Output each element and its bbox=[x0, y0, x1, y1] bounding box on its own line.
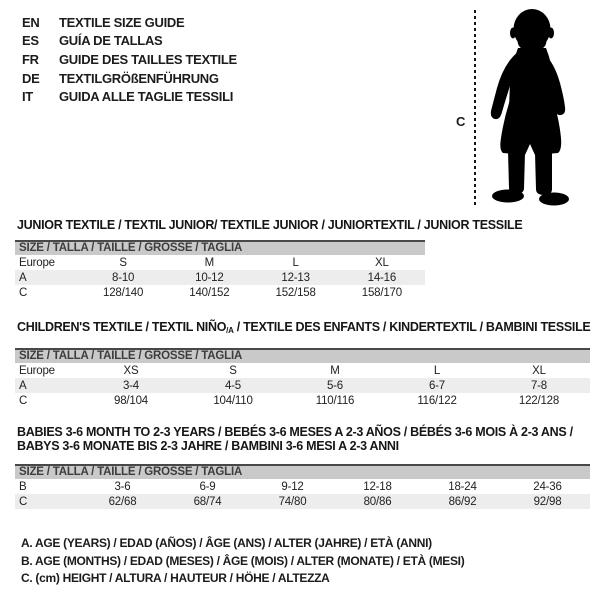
language-title: TEXTILGRÖßENFÜHRUNG bbox=[59, 70, 219, 86]
childrens-size-table bbox=[15, 363, 590, 408]
language-header bbox=[22, 13, 237, 106]
size-value-cell: 158/170 bbox=[361, 286, 402, 299]
row-label-cell: C bbox=[15, 494, 80, 509]
size-value-cell: 4-5 bbox=[182, 378, 284, 393]
babies-size-table bbox=[15, 479, 590, 509]
language-code: ES bbox=[22, 33, 39, 49]
row-label-cell: B bbox=[19, 480, 27, 493]
language-row bbox=[22, 13, 237, 32]
table-row bbox=[15, 255, 425, 270]
size-value-cell: 8-10 bbox=[80, 270, 166, 285]
size-value-cell: 116/122 bbox=[417, 394, 457, 407]
size-value-cell: 5-6 bbox=[284, 378, 386, 393]
legend-line-a: A. AGE (YEARS) / EDAD (AÑOS) / ÂGE (ANS) / ALTER (JAHRE) / ETÀ (ANNI) bbox=[21, 536, 432, 550]
language-code: EN bbox=[22, 14, 40, 30]
language-title: GUIDA ALLE TAGLIE TESSILI bbox=[59, 89, 234, 105]
size-bar: SIZE / TALLA / TAILLE / GRÖSSE / TAGLIA bbox=[15, 348, 590, 363]
size-value-cell: 3-6 bbox=[114, 480, 131, 493]
table-row bbox=[15, 393, 590, 408]
language-row bbox=[22, 32, 237, 51]
row-label-cell: C bbox=[19, 286, 28, 299]
language-row bbox=[22, 50, 237, 69]
size-value-cell: 122/128 bbox=[518, 394, 560, 407]
size-value-cell: XL bbox=[532, 364, 546, 377]
language-title: GUIDE DES TAILLES TEXTILE bbox=[59, 51, 237, 67]
table-row bbox=[15, 479, 590, 494]
size-value-cell: XS bbox=[123, 364, 139, 377]
size-value-cell: L bbox=[292, 256, 299, 269]
size-value-cell: 92/98 bbox=[505, 494, 590, 509]
legend-line-c: C. (cm) HEIGHT / ALTURA / HAUTEUR / HÖHE / ALTEZZA bbox=[21, 571, 330, 585]
table-row bbox=[15, 378, 590, 393]
section-childrens-textile bbox=[15, 320, 590, 408]
title-part: CHILDREN'S TEXTILE / TEXTIL NIÑO bbox=[17, 320, 227, 334]
table-row bbox=[15, 285, 425, 300]
measurement-figure bbox=[449, 8, 574, 213]
height-label-c: C bbox=[456, 114, 466, 129]
size-value-cell: M bbox=[204, 256, 215, 269]
section-title: JUNIOR TEXTILE / TEXTIL JUNIOR/ TEXTILE JUNIOR / JUNIORTEXTIL / JUNIOR TESSILE bbox=[17, 218, 523, 232]
size-bar: SIZE / TALLA / TAILLE / GRÖSSE / TAGLIA bbox=[15, 464, 590, 479]
section-title bbox=[15, 425, 590, 453]
table-row bbox=[15, 363, 590, 378]
size-value-cell: 140/152 bbox=[189, 286, 230, 299]
size-value-cell: 7-8 bbox=[488, 378, 590, 393]
legend-line-b: B. AGE (MONTHS) / EDAD (MESES) / ÂGE (MOIS) / ALTER (MONATE) / ETÀ (MESI) bbox=[21, 553, 465, 568]
size-value-cell: 6-7 bbox=[386, 378, 488, 393]
size-value-cell: 3-4 bbox=[80, 378, 182, 393]
size-value-cell: 74/80 bbox=[250, 494, 335, 509]
language-code: IT bbox=[22, 89, 33, 105]
language-row bbox=[22, 87, 237, 106]
size-value-cell: L bbox=[433, 364, 441, 377]
height-dashed-line bbox=[474, 10, 476, 207]
size-value-cell: 80/86 bbox=[335, 494, 420, 509]
table-row bbox=[15, 270, 425, 285]
size-value-cell: XL bbox=[375, 256, 389, 269]
size-value-cell: 152/158 bbox=[275, 286, 316, 299]
title-part: / TEXTILE DES ENFANTS / KINDERTEXTIL / BAMBINI TESSILE bbox=[233, 320, 591, 334]
language-title: TEXTILE SIZE GUIDE bbox=[59, 14, 185, 30]
size-bar: SIZE / TALLA / TAILLE / GRÖSSE / TAGLIA bbox=[15, 240, 425, 255]
size-value-cell: 98/104 bbox=[114, 394, 148, 407]
size-value-cell: 6-9 bbox=[199, 480, 216, 493]
size-value-cell: 12-13 bbox=[253, 270, 339, 285]
baby-silhouette-shape bbox=[491, 9, 569, 206]
language-row bbox=[22, 69, 237, 88]
legend bbox=[21, 535, 464, 588]
section-title bbox=[15, 320, 590, 338]
size-value-cell: 9-12 bbox=[281, 480, 304, 493]
size-value-cell: 86/92 bbox=[420, 494, 505, 509]
junior-size-table bbox=[15, 255, 425, 300]
section-junior-textile bbox=[15, 218, 523, 300]
size-value-cell: 128/140 bbox=[103, 286, 144, 299]
size-value-cell: S bbox=[119, 256, 127, 269]
row-label-cell: A bbox=[15, 270, 80, 285]
size-value-cell: 12-18 bbox=[363, 480, 392, 493]
title-line-2: BABYS 3-6 MONATE BIS 2-3 JAHRE / BAMBINI 3-6 MESI A 2-3 ANNI bbox=[17, 439, 399, 453]
size-value-cell: M bbox=[330, 364, 340, 377]
size-value-cell: 104/110 bbox=[213, 394, 253, 407]
language-title: GUÍA DE TALLAS bbox=[59, 33, 163, 49]
section-babies-textile bbox=[15, 425, 590, 509]
size-value-cell: S bbox=[229, 364, 237, 377]
size-value-cell: 62/68 bbox=[80, 494, 165, 509]
size-value-cell: 110/116 bbox=[315, 394, 355, 407]
language-code: DE bbox=[22, 70, 40, 86]
row-label-cell: Europe bbox=[19, 364, 55, 377]
title-subscript: /A bbox=[226, 326, 234, 335]
baby-silhouette-icon bbox=[482, 8, 574, 210]
row-label-cell: C bbox=[19, 394, 28, 407]
row-label-cell: A bbox=[15, 378, 80, 393]
size-value-cell: 14-16 bbox=[339, 270, 425, 285]
table-row bbox=[15, 494, 590, 509]
size-value-cell: 24-36 bbox=[533, 480, 562, 493]
size-value-cell: 18-24 bbox=[448, 480, 477, 493]
title-line-1: BABIES 3-6 MONTH TO 2-3 YEARS / BEBÉS 3-6 MESES A 2-3 AÑOS / BÉBÉS 3-6 MOIS À 2-3 ANS / bbox=[17, 425, 573, 439]
language-code: FR bbox=[22, 51, 39, 67]
size-value-cell: 68/74 bbox=[165, 494, 250, 509]
size-value-cell: 10-12 bbox=[166, 270, 252, 285]
row-label-cell: Europe bbox=[19, 256, 55, 269]
